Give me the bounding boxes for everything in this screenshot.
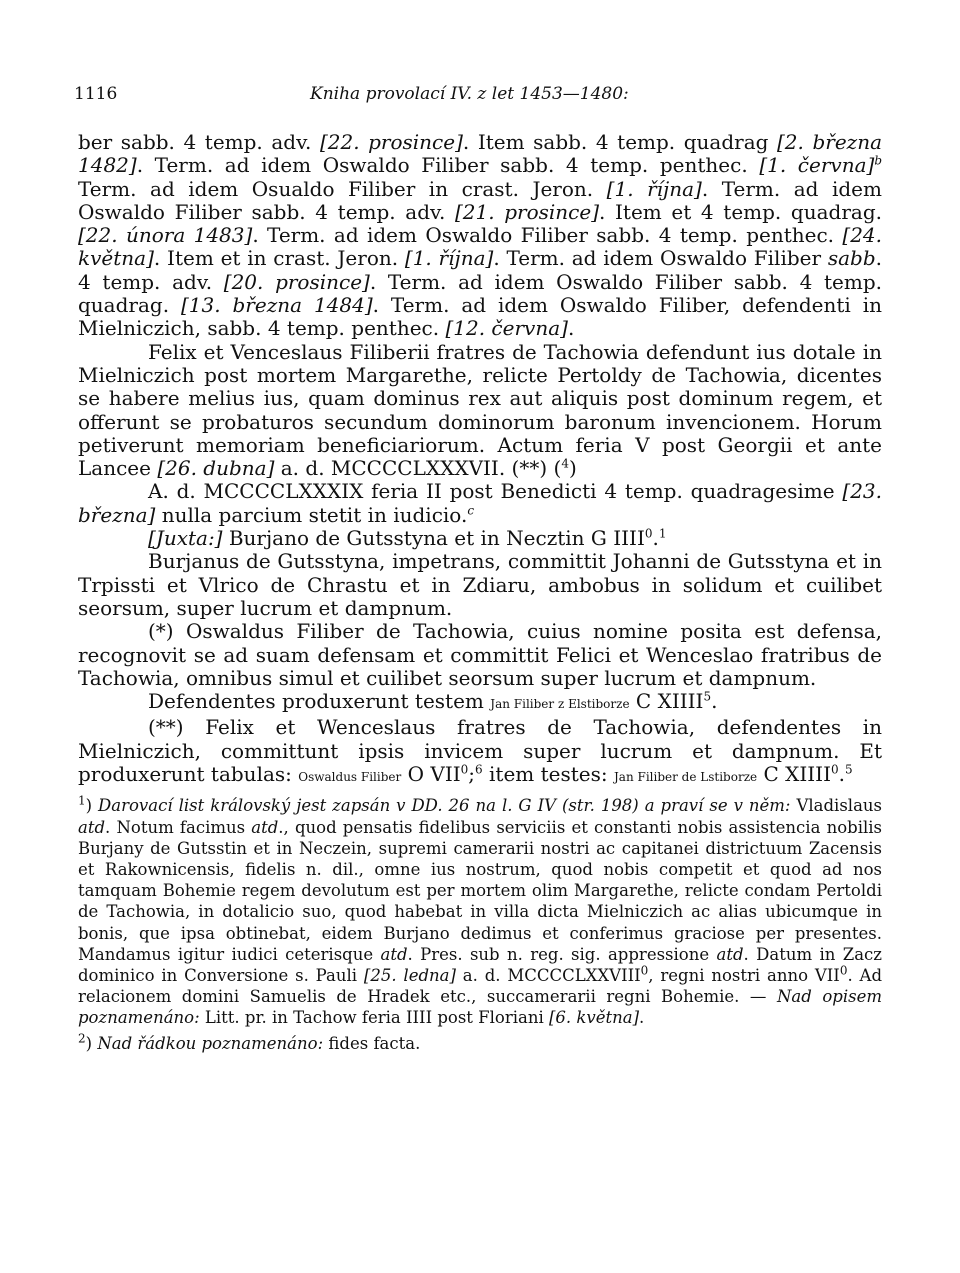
footnote-1: $^1$) Darovací list královský jest zapsán v DD. 26 na l. G IV (str. 198) a praví se v něm: Vladislaus atd. Notum facimus atd., quod pensatis fidelibus serviciis et constanti nobis assistencia nobilis Burjany de Gutsstin et in Neczein, supremi camerarii nostri ac capitanei districtuum Zacensis et Rakownicensis, fidelis n. dil., omne ius nostrum, quod nobis competit et quod ad nos tamquam Bohemie regem devolutum est per mortem olim Margarethe, relicte condam Pertoldi de Tachowia, in dotalicio suo, quod habebat in villa dicta Mielniczich ac alias ubicumque in bonis, que ipsa obtinebat, eidem Burjano dedimus et conferimus graciose per presentes. Mandamus igitur iudici ceterisque atd. Pres. sub n. reg. sig. appressione atd. Datum in Zacz dominico in Conversione s. Pauli [25. ledna] a. d. MCCCCLXXVIII$^0$, regni nostri anno VII$^0$. Ad relacionem domini Samuelis de Hradek etc., succamerarii regni Bohemie. — Nad opisem poznamenáno: Litt. pr. in Tachow feria IIII post Floriani [6. května]. xyxy=(78,793,883,1028)
paragraph-defendentes: Defendentes produxerunt testem Jan Filiber z Elstiborze C XIIII$^5$. xyxy=(148,689,718,714)
footnote-marker: b xyxy=(874,153,882,168)
footnote-marker: 1 xyxy=(658,526,667,541)
footnote-marker: c xyxy=(467,503,475,518)
paragraph-felix-venceslaus: Felix et Venceslaus Filiberii fratres de Tachowia defendunt ius dotale in Mielniczich post mortem Margarethe, relicte Pertoldy de Tachowia, dicentes se habere melius ius, quam dominus rex aut aliquis post dominum regem, et offerunt se probaturos secundum dominorum baronum invencionem. Horum petiverunt memoriam beneficiariorum. Actum feria V post Georgii et ante Lancee [26. dubna] a. d. MCCCCLXXXVII. (**) ($^4$) xyxy=(78,339,882,481)
paragraph-burjanus: Burjanus de Gutsstyna, impetrans, committit Johanni de Gutsstyna et in Trpissti et Vlrico de Chrastu et in Zdiaru, ambobus in solidum et cuilibet seorsum, super lucrum et dampnum. xyxy=(78,549,882,620)
footnotes xyxy=(78,795,882,1053)
page-number: 1116 xyxy=(74,84,118,104)
footnote-2: $^2$) Nad řádkou poznamenáno: fides facta. xyxy=(78,1031,421,1053)
document-page xyxy=(74,82,883,1054)
paragraph-ad-1489: A. d. MCCCCLXXXIX feria II post Benedicti 4 temp. quadragesime [23. března] nulla parcium stetit in iudicio.$^c$ xyxy=(78,479,882,527)
running-title: Kniha provolací IV. z let 1453—1480: xyxy=(310,84,629,104)
page-header xyxy=(74,82,882,110)
paragraph-oswaldus: (*) Oswaldus Filiber de Tachowia, cuius nomine posita est defensa, recognovit se ad suam defensam et committit Felici et Wenceslao fratribus de Tachowia, omnibus simul et cuilibet seorsum super lucrum et dampnum. xyxy=(78,619,882,690)
paragraph-term-entries: ber sabb. 4 temp. adv. [22. prosince]. Item sabb. 4 temp. quadrag [2. března 1482]. Term. ad idem Oswaldo Filiber sabb. 4 temp. penthec. [1. června]$^b$ Term. ad idem Osualdo Filiber in crast. Jeron. [1. října]. Term. ad idem Oswaldo Filiber sabb. 4 temp. adv. [21. prosince]. Item et 4 temp. quadrag. [22. února 1483]. Term. ad idem Oswaldo Filiber sabb. 4 temp. penthec. [24. května]. Item et in crast. Jeron. [1. října]. Term. ad idem Oswaldo Filiber sabb. 4 temp. adv. [20. prosince]. Term. ad idem Oswaldo Filiber sabb. 4 temp. quadrag. [13. března 1484]. Term. ad idem Oswaldo Filiber, defendenti in Mielniczich, sabb. 4 temp. penthec. [12. června]. xyxy=(78,130,882,341)
paragraph-felix-wenceslaus: (**) Felix et Wenceslaus fratres de Tachowia, defendentes in Mielniczich, committunt ipsis invicem super lucrum et dampnum. Et produxerunt tabulas: Oswaldus Filiber O VII$^0$;$^6$ item testes: Jan Filiber de Lstiborze C XIIII$^0$.$^5$ xyxy=(78,715,882,787)
paragraph-juxta: [Juxta:] Burjano de Gutsstyna et in Necztin G IIII$^0$.$^1$ xyxy=(148,526,667,551)
main-text xyxy=(78,131,882,789)
